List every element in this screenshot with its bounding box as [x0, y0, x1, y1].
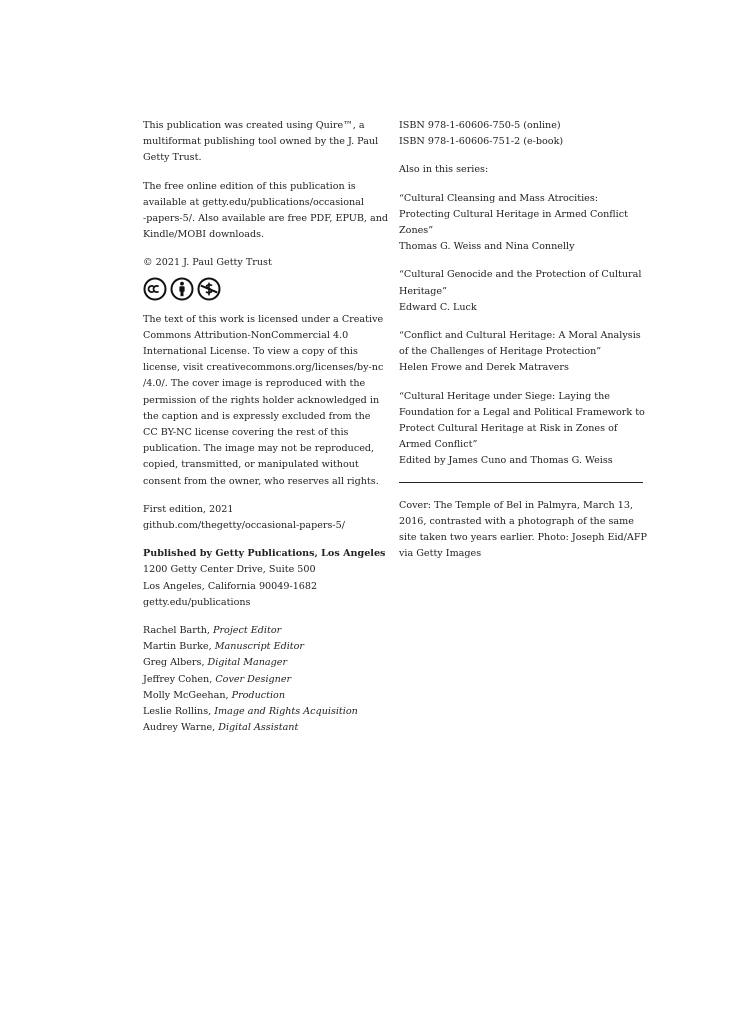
credit-role: Digital Assistant — [218, 722, 299, 734]
quire-note-line: Getty Trust. — [143, 152, 202, 164]
publisher-name: Published by Getty Publications, Los Angeles — [143, 548, 386, 560]
series-title-line: Protecting Cultural Heritage in Armed Conflict — [399, 208, 628, 220]
credit-role: Manuscript Editor — [214, 641, 305, 653]
series-authors: Thomas G. Weiss and Nina Connelly — [399, 241, 575, 253]
online-edition-line: -papers-5/. Also available are free PDF, EPUB, and — [143, 213, 389, 225]
isbn-ebook: ISBN 978-1-60606-751-2 (e-book) — [399, 136, 564, 148]
series-title-line: “Conflict and Cultural Heritage: A Moral Analysis — [399, 330, 641, 342]
credit-role: Cover Designer — [215, 673, 292, 685]
isbn-info — [399, 118, 645, 150]
series-title-line: “Cultural Genocide and the Protection of Cultural — [399, 269, 642, 281]
cover-caption — [399, 498, 645, 563]
series-item — [399, 389, 645, 470]
license-line: Commons Attribution-NonCommercial 4.0 — [143, 329, 349, 341]
credit-role: Project Editor — [213, 625, 282, 637]
cover-caption-line: 2016, contrasted with a photograph of the same — [399, 515, 634, 527]
quire-note-line: This publication was created using Quire™, a — [143, 120, 365, 131]
series-title-line: “Cultural Cleansing and Mass Atrocities: — [399, 192, 598, 204]
license-line: license, visit creativecommons.org/licenses/by-nc — [143, 362, 384, 374]
license-line: The text of this work is licensed under a Creative — [143, 313, 384, 325]
cover-caption-line: via Getty Images — [399, 548, 482, 560]
quire-note — [143, 118, 383, 167]
publisher-address: Los Angeles, California 90049-1682 — [143, 580, 318, 592]
credit-name: Audrey Warne, — [143, 722, 219, 734]
credit-item — [143, 639, 383, 655]
left-column — [143, 118, 389, 749]
series-item — [399, 267, 645, 316]
publisher-website[interactable]: getty.edu/publications — [143, 596, 251, 608]
quire-note-line: multiformat publishing tool owned by the J. Paul — [143, 136, 379, 148]
series-title-line: Zones” — [399, 225, 434, 237]
isbn-online: ISBN 978-1-60606-750-5 (online) — [399, 120, 561, 131]
series-authors: Helen Frowe and Derek Matravers — [399, 362, 569, 374]
online-edition-note — [143, 179, 389, 244]
cover-caption-line: site taken two years earlier. Photo: Joseph Eid/AFP — [399, 532, 647, 544]
series-title-line: Armed Conflict” — [399, 439, 478, 451]
license-line: consent from the owner, who reserves all rights. — [143, 475, 379, 487]
credit-item — [143, 623, 383, 639]
credit-name: Molly McGeehan, — [143, 689, 232, 701]
credit-name: Greg Albers, — [143, 657, 208, 669]
online-edition-line: Kindle/MOBI downloads. — [143, 229, 265, 241]
attribution-icon — [170, 277, 194, 301]
edition-line: First edition, 2021 — [143, 503, 234, 515]
credit-name: Jeffrey Cohen, — [143, 673, 216, 685]
credit-role: Image and Rights Acquisition — [214, 706, 358, 718]
series-title-line: Heritage” — [399, 285, 447, 297]
online-edition-line: The free online edition of this publication is — [143, 180, 356, 192]
license-line: CC BY-NC license covering the rest of this — [143, 427, 349, 439]
license-line: permission of the rights holder acknowledged in — [143, 394, 380, 406]
edition-info — [143, 502, 383, 534]
right-column — [399, 118, 645, 574]
cc-icon — [143, 277, 167, 301]
credit-name: Rachel Barth, — [143, 625, 213, 637]
license-line: /4.0/. The cover image is reproduced with the — [143, 378, 366, 390]
series-title-line: Foundation for a Legal and Political Framework to — [399, 406, 645, 418]
series-item — [399, 191, 645, 256]
credits-list — [143, 623, 383, 736]
credit-item — [143, 704, 383, 720]
series-title-line: of the Challenges of Heritage Protection” — [399, 346, 602, 358]
series-title-line: “Cultural Heritage under Siege: Laying the — [399, 390, 610, 402]
license-icons — [143, 277, 383, 301]
series-item — [399, 328, 645, 377]
series-authors: Edward C. Luck — [399, 301, 477, 313]
credit-role: Digital Manager — [207, 657, 288, 669]
series-title-line: Protect Cultural Heritage at Risk in Zones of — [399, 423, 618, 435]
license-text — [143, 312, 383, 490]
credit-name: Martin Burke, — [143, 641, 215, 653]
credit-item — [143, 655, 383, 671]
series-authors: Edited by James Cuno and Thomas G. Weiss — [399, 455, 613, 467]
divider — [399, 482, 643, 483]
license-line: copied, transmitted, or manipulated without — [143, 459, 359, 471]
github-link[interactable]: github.com/thegetty/occasional-papers-5/ — [143, 520, 345, 532]
publisher-address: 1200 Getty Center Drive, Suite 500 — [143, 564, 316, 576]
credit-item — [143, 672, 383, 688]
credit-role: Production — [231, 689, 285, 701]
series-heading: Also in this series: — [399, 164, 489, 176]
license-line: the caption and is expressly excluded from the — [143, 410, 371, 422]
publisher-info — [143, 546, 386, 611]
cover-caption-line: Cover: The Temple of Bel in Palmyra, March 13, — [399, 499, 633, 511]
noncommercial-icon — [197, 277, 221, 301]
credit-name: Leslie Rollins, — [143, 706, 215, 718]
online-edition-line: available at getty.edu/publications/occasional — [143, 196, 364, 208]
license-line: International License. To view a copy of this — [143, 346, 358, 358]
copyright-notice: © 2021 J. Paul Getty Trust — [143, 257, 272, 269]
credit-item — [143, 688, 383, 704]
credit-item — [143, 720, 383, 736]
license-line: publication. The image may not be reproduced, — [143, 443, 375, 455]
